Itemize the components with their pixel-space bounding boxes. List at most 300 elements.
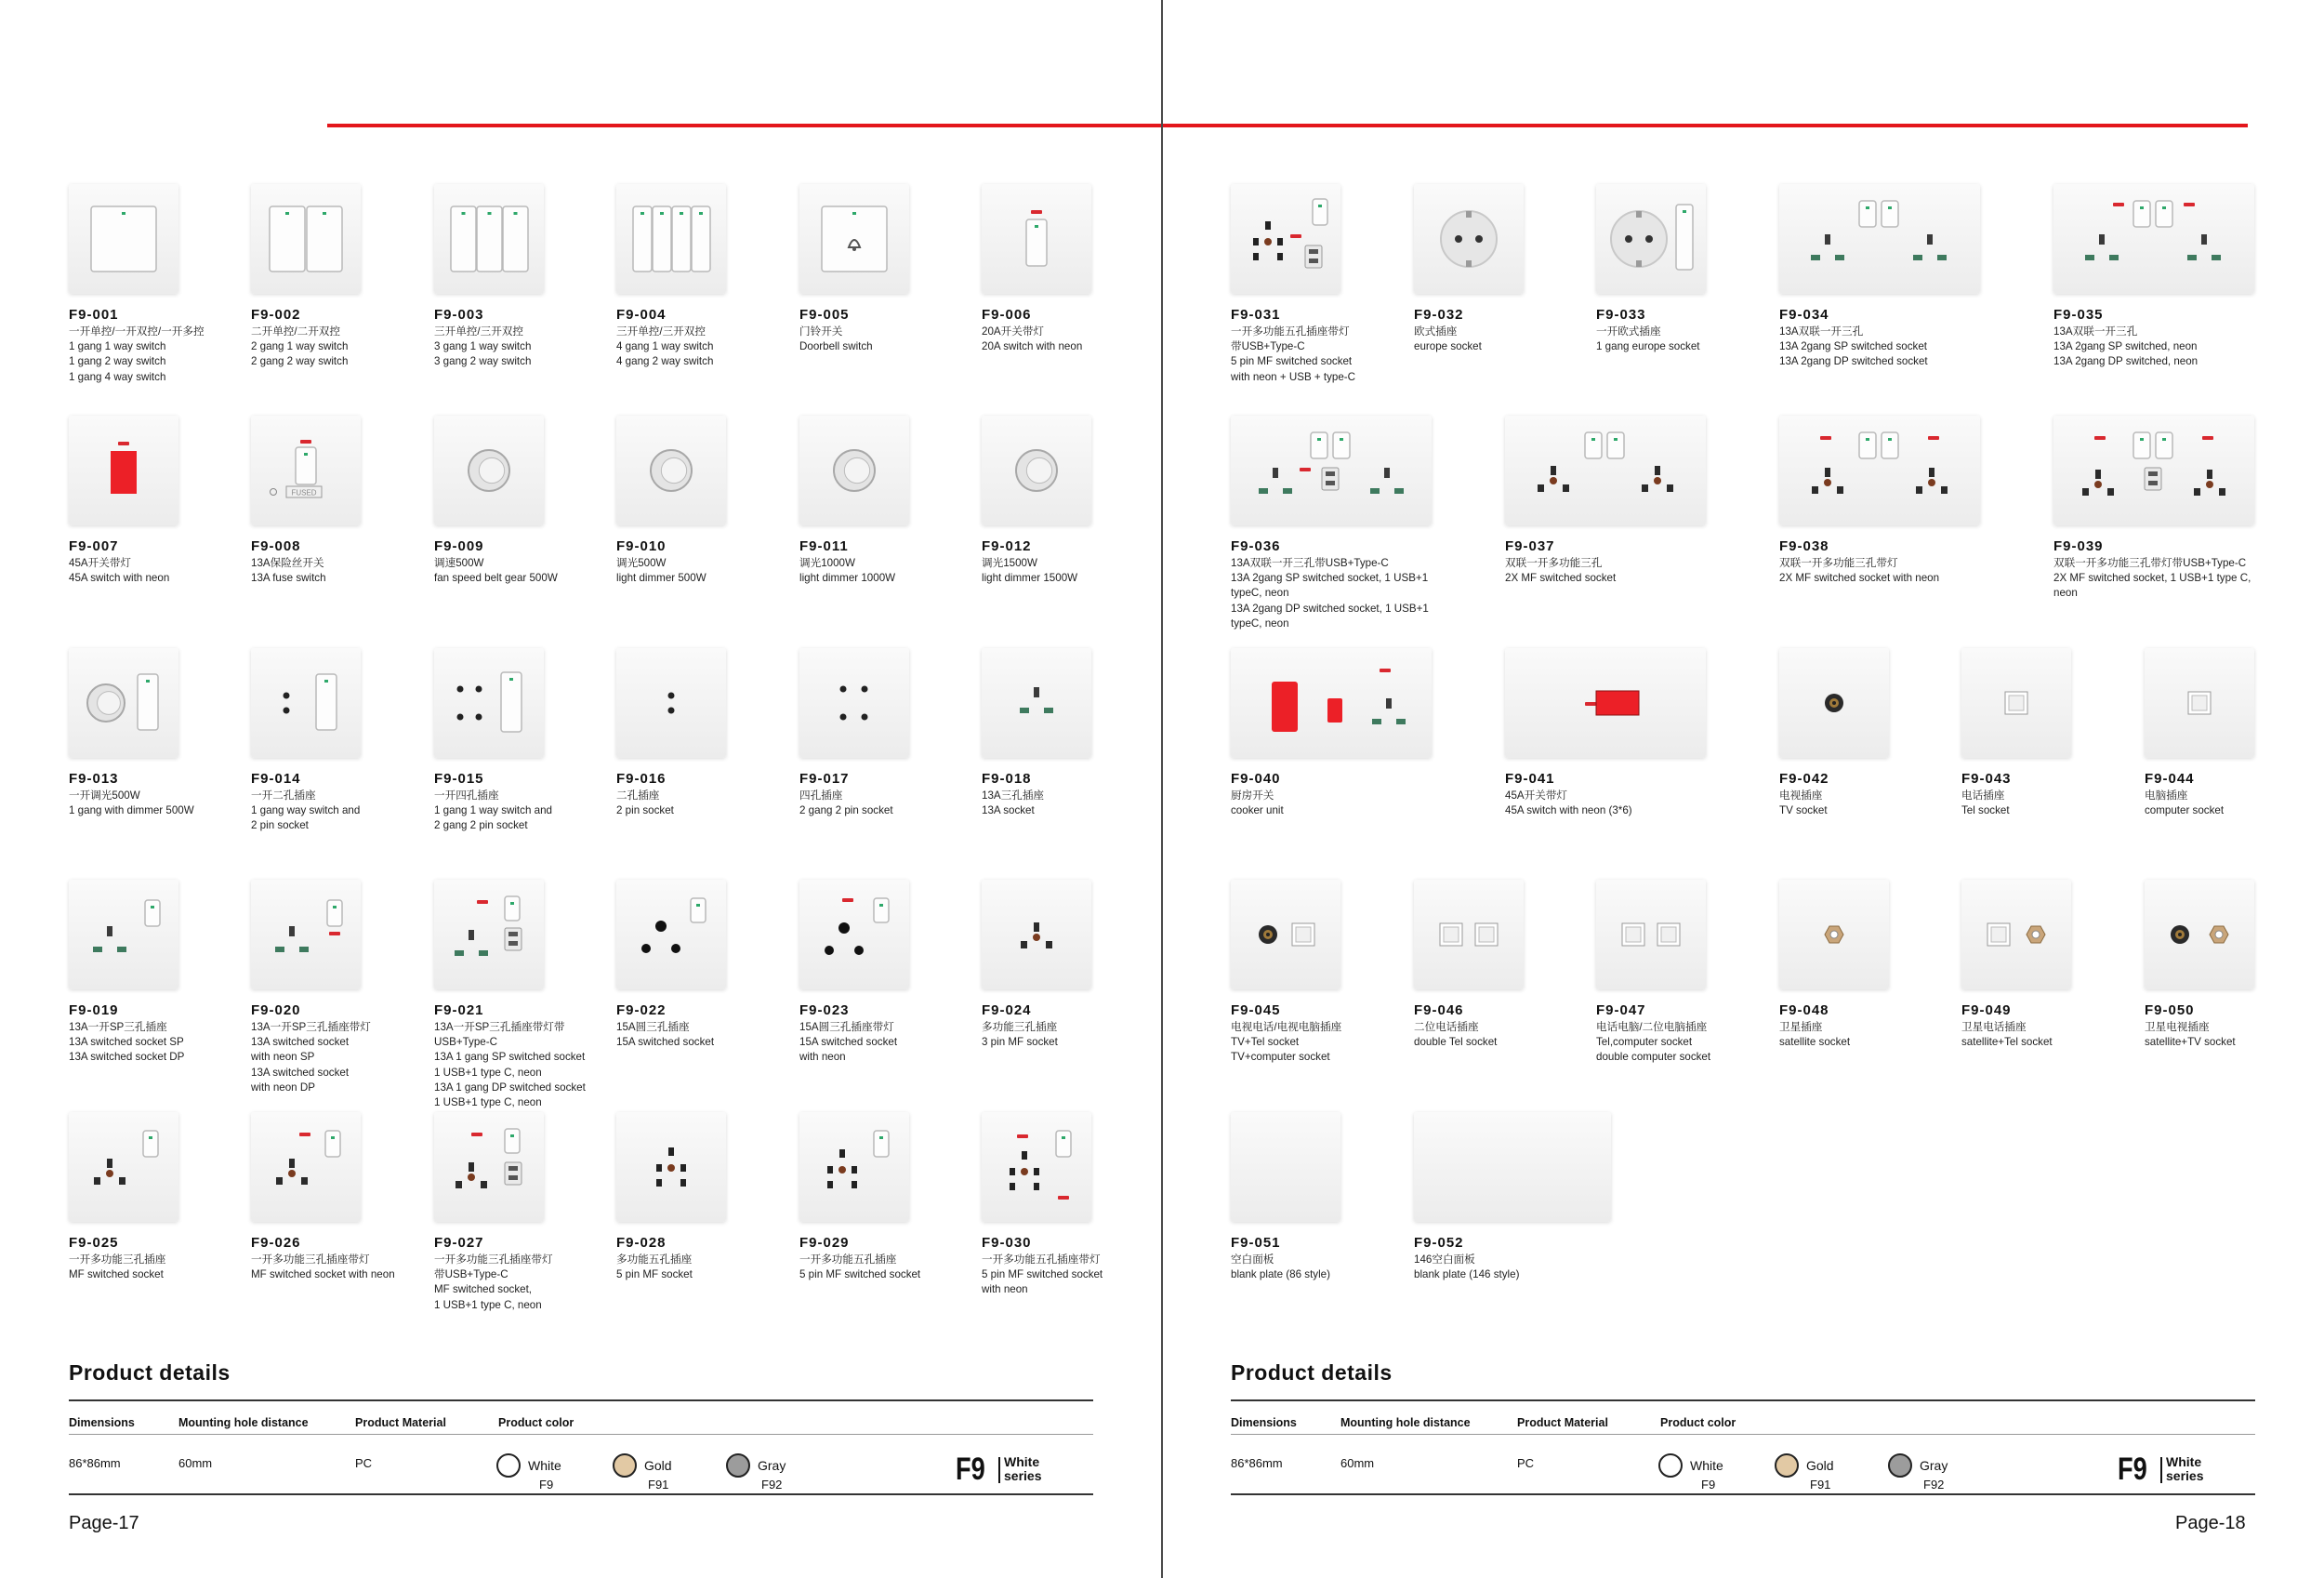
product-code: F9-037 [1505,538,1555,554]
description-line: 146空白面板 [1414,1253,1475,1266]
product-details-title: Product details [1231,1360,1393,1385]
computer-socket-icon [2145,648,2254,758]
description-line: 一开多功能三孔插座带灯 [434,1253,553,1266]
description-line: 13A fuse switch [251,572,326,585]
product-code: F9-026 [251,1235,301,1251]
fan-speed-dial-icon [434,416,544,525]
13a-socket-usb-icon [434,880,544,989]
description-line: 13A保险丝开关 [251,557,324,569]
description-line: Tel,computer socket [1596,1036,1693,1049]
2-pin-socket-icon [616,648,726,758]
13a-2-gang-switched-socket-icon [1779,184,1980,294]
description-line: 4 gang 1 way switch [616,340,714,353]
product-code: F9-021 [434,1002,484,1018]
product-details-section [69,1360,1093,1500]
description-line: 1 gang way switch and [251,804,361,817]
tv-socket-icon [1779,648,1889,758]
white-swatch [1658,1453,1683,1478]
description-line: 门铃开关 [799,325,843,338]
white-code: F9 [539,1478,554,1492]
description-line: with neon [799,1051,846,1064]
15a-round-socket-icon [616,880,726,989]
5-pin-mf-switched-socket-neon-icon [982,1112,1091,1222]
description-line: 45A switch with neon (3*6) [1505,804,1632,817]
tel-socket-icon [1961,648,2071,758]
details-bottom-rule [1231,1493,2255,1495]
description-line: 多功能三孔插座 [982,1021,1058,1033]
description-line: typeC, neon [1231,617,1289,630]
product-code: F9-025 [69,1235,119,1251]
product-code: F9-052 [1414,1235,1464,1251]
2-gang-mf-switched-socket-icon [1505,416,1706,525]
description-line: 13A双联一开三孔带USB+Type-C [1231,557,1389,569]
satellite-tv-socket-icon [2145,880,2254,989]
product-description [251,1253,433,1282]
product-code: F9-039 [2053,538,2104,554]
product-description [799,325,982,354]
description-line: TV+computer socket [1231,1051,1330,1064]
page-number-left: Page-17 [69,1513,139,1533]
product-code: F9-004 [616,307,667,323]
description-line: 45A开关带灯 [69,557,132,569]
f9-white-series-logo: F9 White series [2118,1452,2204,1487]
description-line: 1 USB+1 type C, neon [434,1096,542,1109]
description-line: 2 pin socket [616,804,674,817]
product-description [1961,789,2144,818]
description-line: 一开欧式插座 [1596,325,1661,338]
description-line: 四孔插座 [799,789,843,802]
dimensions-header: Dimensions [1231,1416,1297,1429]
product-code: F9-017 [799,771,850,787]
product-code: F9-042 [1779,771,1829,787]
description-line: 带USB+Type-C [434,1268,508,1281]
product-details-title: Product details [69,1360,231,1385]
description-line: 5 pin MF switched socket [1231,355,1353,368]
description-line: 多功能五孔插座 [616,1253,693,1266]
description-line: 卫星插座 [1779,1021,1823,1033]
product-description [616,556,799,586]
description-line: TV+Tel socket [1231,1036,1300,1049]
gray-label: Gray [758,1458,786,1473]
45a-switch-neon-wide-icon [1505,648,1706,758]
2-gang-2-pin-switched-socket-icon [434,648,544,758]
product-description [1414,1253,1637,1282]
satellite-tel-socket-icon [1961,880,2071,989]
description-line: 13A switched socket DP [69,1051,185,1064]
product-code: F9-050 [2145,1002,2195,1018]
product-description [1231,1020,1413,1066]
description-line: 二位电话插座 [1414,1021,1479,1033]
product-description [69,1020,251,1066]
details-top-rule [1231,1399,2255,1401]
mf-socket-icon [982,880,1091,989]
product-code: F9-029 [799,1235,850,1251]
product-description [2053,325,2277,370]
description-line: 45A开关带灯 [1505,789,1568,802]
description-line: 5 pin MF switched socket [799,1268,921,1281]
description-line: 一开四孔插座 [434,789,499,802]
description-line: 一开二孔插座 [251,789,316,802]
description-line: 电脑插座 [2145,789,2188,802]
13a-socket-icon [982,648,1091,758]
description-line: fan speed belt gear 500W [434,572,558,585]
description-line: blank plate (86 style) [1231,1268,1330,1281]
13a-switched-socket-neon-icon [251,880,361,989]
description-line: 15A圆三孔插座带灯 [799,1021,894,1033]
product-description [616,325,799,370]
description-line: with neon [982,1283,1028,1296]
description-line: double computer socket [1596,1051,1711,1064]
product-code: F9-031 [1231,307,1281,323]
gold-code: F91 [1810,1478,1831,1492]
description-line: 15A圆三孔插座 [616,1021,690,1033]
cooker-unit-icon [1231,648,1432,758]
dimmer-dial-icon [982,416,1091,525]
dimmer-dial-icon [799,416,909,525]
description-line: 2 gang 2 pin socket [799,804,893,817]
product-code: F9-020 [251,1002,301,1018]
product-code: F9-049 [1961,1002,2012,1018]
description-line: 13A一开SP三孔插座带灯带USB+Type-C [434,1021,565,1049]
product-code: F9-006 [982,307,1032,323]
product-description [1779,325,2002,370]
13a-2-gang-socket-usb-icon [1231,416,1432,525]
description-line: MF switched socket, [434,1283,533,1296]
description-line: 20A switch with neon [982,340,1083,353]
description-line: with neon DP [251,1081,315,1094]
product-code: F9-008 [251,538,301,554]
description-line: 13A socket [982,804,1035,817]
description-line: 2 pin socket [251,819,309,832]
product-code: F9-010 [616,538,667,554]
details-bottom-rule [69,1493,1093,1495]
description-line: 13A 2gang SP switched socket, 1 USB+1 [1231,572,1429,585]
description-line: 2X MF switched socket with neon [1779,572,1940,585]
description-line: 20A开关带灯 [982,325,1045,338]
description-line: 双联一开多功能三孔带灯 [1779,557,1898,569]
description-line: 双联一开多功能三孔 [1505,557,1603,569]
description-line: light dimmer 1500W [982,572,1078,585]
description-line: TV socket [1779,804,1828,817]
description-line: 13A 2gang DP switched, neon [2053,355,2199,368]
product-description [2145,789,2324,818]
description-line: 3 pin MF socket [982,1036,1058,1049]
description-line: 13A switched socket SP [69,1036,184,1049]
2-pin-switched-socket-icon [251,648,361,758]
description-line: MF switched socket with neon [251,1268,395,1281]
description-line: 调光1500W [982,557,1037,569]
description-line: 一开多功能三孔插座 [69,1253,166,1266]
product-description [69,325,251,385]
description-line: 5 pin MF switched socket [982,1268,1103,1281]
description-line: 电话插座 [1961,789,2005,802]
product-code: F9-046 [1414,1002,1464,1018]
description-line: double Tel socket [1414,1036,1498,1049]
description-line: 一开多功能五孔插座带灯 [982,1253,1101,1266]
fuse-switch-icon [251,416,361,525]
description-line: 13A 2gang SP switched socket [1779,340,1927,353]
description-line: 13A 2gang SP switched, neon [2053,340,2198,353]
product-description [434,1253,616,1313]
product-code: F9-034 [1779,307,1829,323]
europe-socket-icon [1414,184,1524,294]
gold-swatch [1775,1453,1799,1478]
description-line: 调速500W [434,557,484,569]
description-line: 欧式插座 [1414,325,1458,338]
product-description [799,789,982,818]
description-line: 卫星电视插座 [2145,1021,2210,1033]
product-description [69,556,251,586]
page-number-right: Page-18 [2175,1513,2246,1533]
product-code: F9-013 [69,771,119,787]
product-code: F9-051 [1231,1235,1281,1251]
product-description [1596,1020,1778,1066]
mf-switched-socket-usb-icon [434,1112,544,1222]
description-line: neon [2053,587,2078,600]
product-code: F9-009 [434,538,484,554]
description-line: 2 gang 2 way switch [251,355,349,368]
2-gang-mf-switched-socket-neon-icon [1779,416,1980,525]
gray-code: F92 [1923,1478,1945,1492]
description-line: satellite+Tel socket [1961,1036,2053,1049]
description-line: 一开单控/一开双控/一开多控 [69,325,205,338]
product-details-section [1231,1360,2255,1500]
dimmer-switch-icon [69,648,178,758]
product-description [69,789,251,818]
description-line: europe socket [1414,340,1482,353]
product-code: F9-003 [434,307,484,323]
product-description [1414,325,1596,354]
description-line: with neon SP [251,1051,315,1064]
description-line: blank plate (146 style) [1414,1268,1520,1281]
mounting-header: Mounting hole distance [1340,1416,1471,1429]
product-code: F9-015 [434,771,484,787]
5-pin-mf-switched-socket-icon [799,1112,909,1222]
description-line: 13A双联一开三孔 [1779,325,1864,338]
description-line: 2 gang 2 pin socket [434,819,528,832]
product-code: F9-014 [251,771,301,787]
mf-switched-socket-icon [69,1112,178,1222]
product-description [1961,1020,2144,1050]
product-description [1231,556,1454,631]
description-line: satellite socket [1779,1036,1851,1049]
material-value: PC [1517,1456,1535,1470]
product-description [2053,556,2277,602]
description-line: 1 USB+1 type C, neon [434,1066,542,1079]
product-description [434,789,616,834]
description-line: light dimmer 1000W [799,572,896,585]
gold-code: F91 [648,1478,669,1492]
13a-2-gang-switched-socket-neon-icon [2053,184,2254,294]
description-line: 一开调光500W [69,789,140,802]
switch-3-gang-icon [434,184,544,294]
mounting-header: Mounting hole distance [178,1416,309,1429]
product-code: F9-044 [2145,771,2195,787]
product-description [434,1020,616,1110]
gold-swatch [613,1453,637,1478]
white-label: White [1690,1458,1723,1473]
description-line: 电视插座 [1779,789,1823,802]
white-swatch [496,1453,521,1478]
description-line: 一开多功能五孔插座 [799,1253,897,1266]
product-description [799,556,982,586]
description-line: with neon + USB + type-C [1231,370,1356,383]
blank-plate-icon [1231,1112,1340,1222]
gray-swatch [726,1453,750,1478]
45a-switch-neon-icon [69,416,178,525]
description-line: 二孔插座 [616,789,660,802]
color-header: Product color [1660,1416,1736,1429]
product-description [1414,1020,1596,1050]
dimensions-value: 86*86mm [69,1456,121,1470]
description-line: 调光500W [616,557,667,569]
material-header: Product Material [355,1416,446,1429]
gray-code: F92 [761,1478,783,1492]
description-line: 卫星电话插座 [1961,1021,2027,1033]
dimmer-dial-icon [616,416,726,525]
description-line: 13A 1 gang DP switched socket [434,1081,586,1094]
product-description [799,1253,982,1282]
description-line: 2X MF switched socket, 1 USB+1 type C, [2053,572,2251,585]
product-code: F9-045 [1231,1002,1281,1018]
product-code: F9-019 [69,1002,119,1018]
switch-4-gang-icon [616,184,726,294]
description-line: 电视电话/电视电脑插座 [1231,1021,1342,1033]
product-description [1505,789,1728,818]
details-mid-rule [1231,1434,2255,1435]
white-label: White [528,1458,561,1473]
product-code: F9-024 [982,1002,1032,1018]
product-code: F9-007 [69,538,119,554]
product-code: F9-018 [982,771,1032,787]
description-line: 二开单控/二开双控 [251,325,340,338]
product-code: F9-002 [251,307,301,323]
europe-switched-socket-icon [1596,184,1706,294]
mounting-value: 60mm [178,1456,213,1470]
product-description [1779,1020,1961,1050]
product-description [982,1020,1164,1050]
description-line: 13A双联一开三孔 [2053,325,2138,338]
product-description [251,556,433,586]
13a-switched-socket-icon [69,880,178,989]
gold-label: Gold [1806,1458,1834,1473]
description-line: 13A一开SP三孔插座带灯 [251,1021,371,1033]
product-description [2145,1020,2324,1050]
switch-1-gang-icon [69,184,178,294]
description-line: 电话电脑/二位电脑插座 [1596,1021,1708,1033]
gray-label: Gray [1920,1458,1948,1473]
product-description [982,789,1164,818]
description-line: 13A 2gang DP switched socket, 1 USB+1 [1231,602,1429,615]
product-code: F9-001 [69,307,119,323]
description-line: 1 gang 2 way switch [69,355,166,368]
product-code: F9-005 [799,307,850,323]
description-line: 调光1000W [799,557,855,569]
description-line: 15A switched socket [616,1036,715,1049]
description-line: 一开多功能三孔插座带灯 [251,1253,370,1266]
product-description [251,1020,433,1095]
blank-plate-wide-icon [1414,1112,1611,1222]
product-code: F9-047 [1596,1002,1646,1018]
description-line: 空白面板 [1231,1253,1274,1266]
product-code: F9-030 [982,1235,1032,1251]
f9-white-series-logo: F9 White series [956,1452,1042,1487]
description-line: 1 gang with dimmer 500W [69,804,194,817]
product-description [1231,1253,1413,1282]
mounting-value: 60mm [1340,1456,1375,1470]
mf-switched-socket-neon-icon [251,1112,361,1222]
description-line: cooker unit [1231,804,1284,817]
description-line: 2X MF switched socket [1505,572,1617,585]
gray-swatch [1888,1453,1912,1478]
product-description [1505,556,1728,586]
5-pin-mf-socket-usb-icon [1231,184,1340,294]
5-pin-mf-socket-icon [616,1112,726,1222]
product-description [434,556,616,586]
description-line: 1 USB+1 type C, neon [434,1298,542,1311]
product-description [982,325,1164,354]
description-line: 13A 1 gang SP switched socket [434,1051,586,1064]
product-code: F9-011 [799,538,849,554]
product-code: F9-032 [1414,307,1464,323]
2-gang-mf-switched-socket-usb-icon [2053,416,2254,525]
description-line: 13A 2gang DP switched socket [1779,355,1928,368]
product-code: F9-028 [616,1235,667,1251]
svg-text:FUSED: FUSED [291,488,317,497]
description-line: typeC, neon [1231,587,1289,600]
product-description [251,789,433,834]
description-line: 45A switch with neon [69,572,170,585]
details-top-rule [69,1399,1093,1401]
product-code: F9-040 [1231,771,1281,787]
description-line: 13A switched socket [251,1036,350,1049]
doorbell-switch-icon [799,184,909,294]
material-value: PC [355,1456,373,1470]
20a-switch-neon-icon [982,184,1091,294]
description-line: 2 gang 1 way switch [251,340,349,353]
description-line: satellite+TV socket [2145,1036,2236,1049]
dimensions-header: Dimensions [69,1416,135,1429]
product-code: F9-038 [1779,538,1829,554]
product-description [982,556,1164,586]
description-line: light dimmer 500W [616,572,706,585]
description-line: 1 gang europe socket [1596,340,1700,353]
description-line: 5 pin MF socket [616,1268,693,1281]
description-line: computer socket [2145,804,2225,817]
product-code: F9-027 [434,1235,484,1251]
product-description [982,1253,1164,1298]
description-line: 厨房开关 [1231,789,1274,802]
description-line: 三开单控/三开双控 [434,325,523,338]
description-line: 双联一开多功能三孔带灯带USB+Type-C [2053,557,2247,569]
product-description [69,1253,251,1282]
description-line: 1 gang 1 way switch and [434,804,552,817]
product-code: F9-016 [616,771,667,787]
switch-2-gang-icon [251,184,361,294]
details-mid-rule [69,1434,1093,1435]
material-header: Product Material [1517,1416,1608,1429]
product-code: F9-023 [799,1002,850,1018]
color-header: Product color [498,1416,574,1429]
description-line: 1 gang 1 way switch [69,340,166,353]
double-tel-socket-icon [1414,880,1524,989]
product-description [799,1020,982,1066]
description-line: Doorbell switch [799,340,873,353]
product-description [1779,789,1961,818]
description-line: 3 gang 1 way switch [434,340,532,353]
product-description [251,325,433,370]
description-line: 1 gang 4 way switch [69,370,166,383]
